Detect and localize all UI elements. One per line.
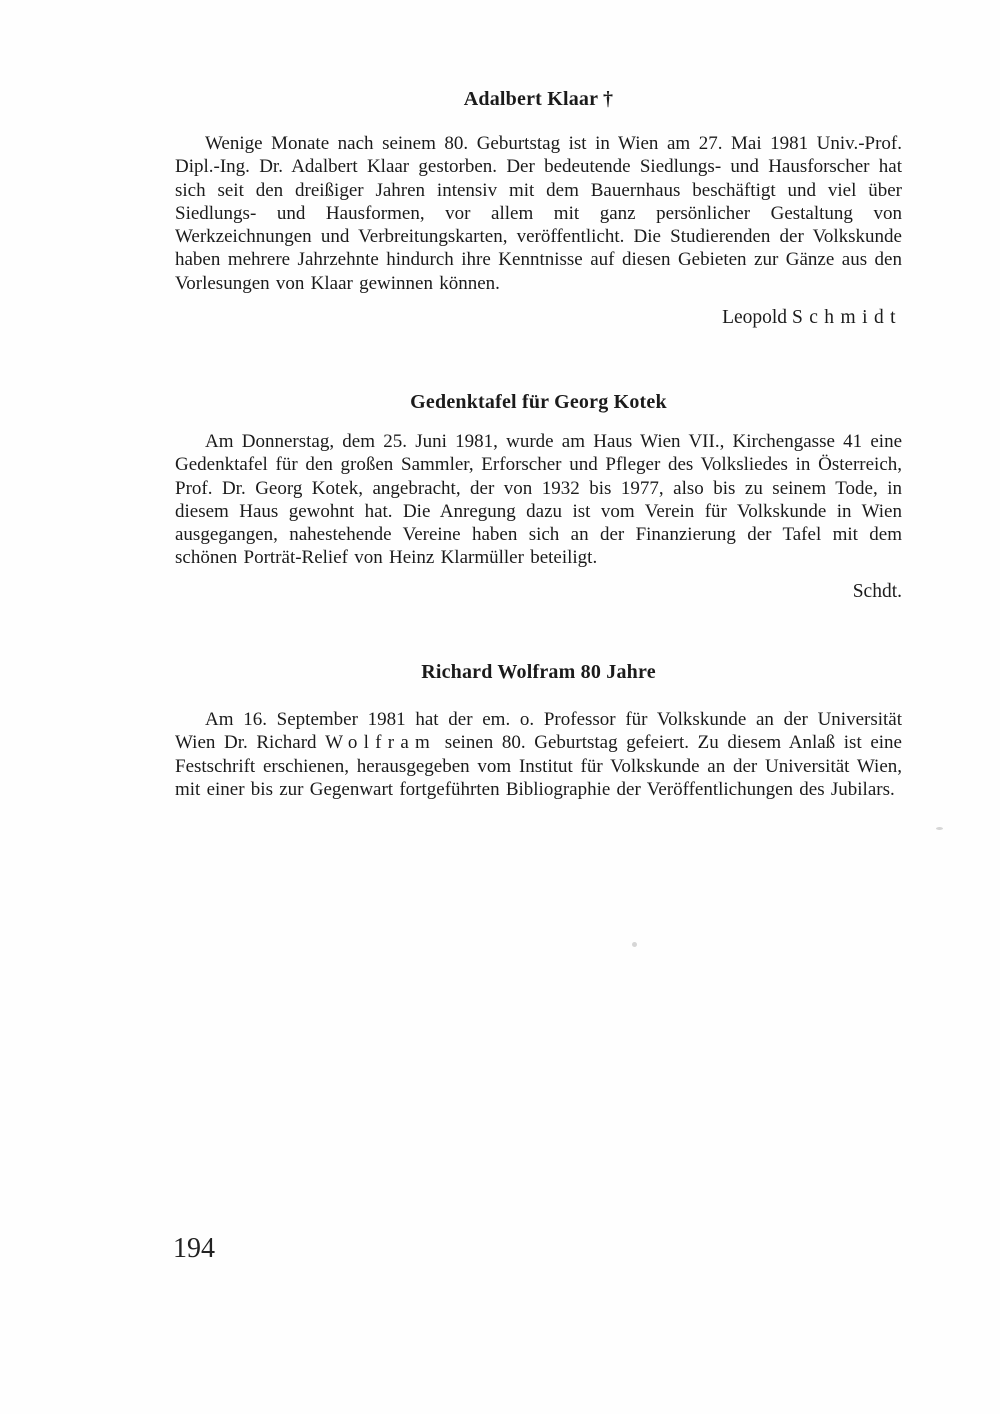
paragraph-richard-wolfram bbox=[175, 708, 902, 801]
section-heading-adalbert-klaar: Adalbert Klaar † bbox=[463, 88, 614, 110]
paragraph-text-after-name: seinen 80. Geburtstag gefeiert. Zu diesem Anlaß ist eine Festschrift erschienen, herausgegeben vom Institut für Volkskunde an der Universität Wien, mit einer bis zur Gegenwart fortgeführten Bibliographie der Veröffentlichungen des Jubilars. bbox=[175, 732, 902, 800]
page-number: 194 bbox=[173, 1233, 215, 1264]
signature-schdt: Schdt. bbox=[852, 581, 902, 602]
paragraph-text-before-name: Am 16. September 1981 hat der em. o. Professor für Volkskunde an der Universität Wien Dr. Richard bbox=[175, 709, 902, 754]
section-heading-georg-kotek: Gedenktafel für Georg Kotek bbox=[410, 391, 667, 413]
scan-artifact-dot bbox=[936, 827, 943, 830]
section-heading-richard-wolfram: Richard Wolfram 80 Jahre bbox=[421, 661, 656, 683]
wolfram-name-letterspaced: Wolfram bbox=[325, 732, 437, 754]
paragraph-adalbert-klaar: Wenige Monate nach seinem 80. Geburtstag ist in Wien am 27. Mai 1981 Univ.-Prof. Dipl.-Ing. Dr. Adalbert Klaar gestorben. Der bedeutende Siedlungs- und Hausforscher hat sich seit den dreißiger Jahren intensiv mit dem Bauernhaus beschäftigt und viel über Siedlungs- und Hausformen, vor allem mit ganz persönlicher Gestaltung von Werkzeichnungen und Verbreitungskarten, veröffentlicht. Die Studierenden der Volkskunde haben mehrere Jahrzehnte hindurch ihre Kenntnisse auf diesen Gebieten zur Gänze aus den Vorlesungen von Klaar gewinnen können. bbox=[175, 133, 902, 294]
signature-leopold-schmidt bbox=[175, 306, 956, 330]
signature-prefix: Leopold bbox=[722, 307, 792, 328]
signature-surname-letterspaced: Schmidt bbox=[791, 307, 902, 328]
paragraph-georg-kotek: Am Donnerstag, dem 25. Juni 1981, wurde am Haus Wien VII., Kirchengasse 41 eine Gedenktafel für den großen Sammler, Erforscher und Pfleger des Volksliedes in Österreich, Prof. Dr. Georg Kotek, angebracht, der von 1932 bis 1977, also bis zu seinem Tode, in diesem Haus gewohnt hat. Die Anregung dazu ist vom Verein für Volkskunde in Wien ausgegangen, nahestehende Vereine haben sich an der Finanzierung der Tafel mit dem schönen Porträt-Relief von Heinz Klarmüller beteiligt. bbox=[175, 431, 902, 569]
scan-artifact-dot bbox=[632, 942, 637, 947]
